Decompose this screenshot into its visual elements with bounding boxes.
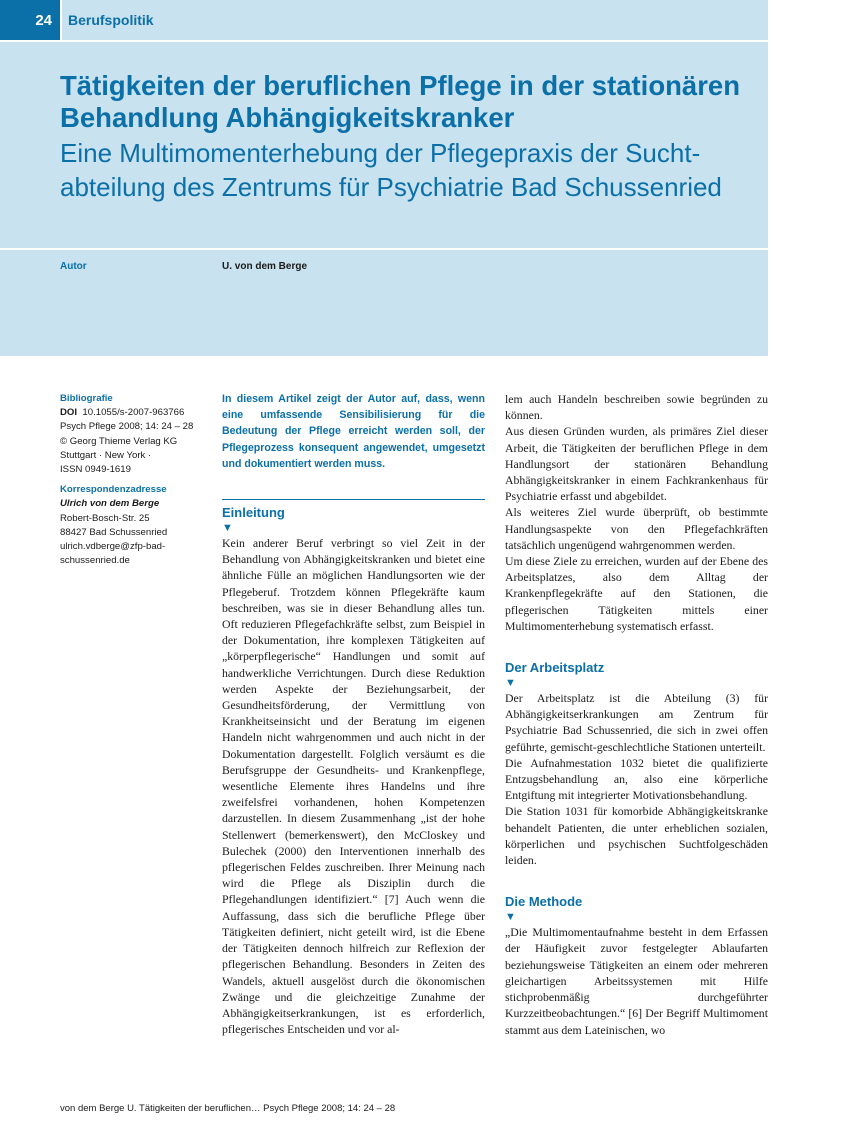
methode-text: „Die Multimomentaufnahme besteht in dem Erfassen der Häufigkeit zuvor festgelegter Ablaufarten beziehungsweise Tätigkeiten an einem oder mehreren gleichartigen Arbeitssystemen mit Hilfe stichprobenmäßig durchgeführter Kurzzeitbeobachtungen.“ [6] Der Begriff Multimoment stammt aus dem Lateinischen, wo xyxy=(505,925,768,1037)
issn-line: ISSN 0949-1619 xyxy=(60,464,131,476)
triangle-down-icon: ▼ xyxy=(505,911,516,924)
paragraph: lem auch Handeln beschreiben sowie begründen zu können. xyxy=(505,392,768,423)
author-label: Autor xyxy=(60,261,87,272)
publisher-place: Stuttgart · New York · xyxy=(60,449,152,461)
paragraph: Um diese Ziele zu erreichen, wurden auf der Ebene des Arbeitsplatzes, also dem Alltag der Krankenpflegekräfte auf den Stationen, die pflegerischen Tätigkeiten mittels einer Multimomenterhebung systematisch erfasst. xyxy=(505,554,768,633)
bibliography-sidebar xyxy=(60,392,210,568)
heading-einleitung: Einleitung xyxy=(222,505,285,521)
section-label: Berufspolitik xyxy=(62,0,768,40)
bibliografie-label: Bibliografie xyxy=(60,393,113,404)
paragraph: Die Aufnahmestation 1032 bietet die qualifizierte Entzugsbehandlung an, also eine körperliche Entgiftung mit integrierter Motivationsbehandlung. xyxy=(505,755,768,803)
heading-methode: Die Methode xyxy=(505,894,583,910)
paragraph: Der Arbeitsplatz ist die Abteilung (3) für Abhängigkeitserkrankungen am Zentrum für Psychiatrie Bad Schussenried, die sich in zwei offen geführte, gemischt-geschlechtliche Stationen unterteilt. xyxy=(505,691,768,754)
correspondence-city: 88427 Bad Schussenried xyxy=(60,526,168,538)
paragraph: Die Station 1031 für komorbide Abhängigkeitskranke behandelt Patienten, die unter erheblichen sozialen, körperlichen und psychischen Suchtfolgeschäden leiden. xyxy=(505,804,768,868)
page-number: 24 xyxy=(0,0,60,40)
abstract: In diesem Artikel zeigt der Autor auf, dass, wenn eine umfassende Sensibilisierung für die Bedeutung der Pflege erreicht werden soll, der Pflegeprozess konsequent angewendet, umgesetzt und dokumentiert werden muss. xyxy=(222,393,485,470)
author-name: U. von dem Berge xyxy=(222,261,308,272)
doi-value: 10.1055/s-2007-963766 xyxy=(82,407,185,419)
article-title: Tätigkeiten der beruflichen Pflege in der stationären Behandlung Abhängigkeitskranker xyxy=(60,70,741,133)
page-footer: von dem Berge U. Tätigkeiten der beruflichen… Psych Pflege 2008; 14: 24 – 28 xyxy=(60,1103,396,1114)
correspondence-name: Ulrich von dem Berge xyxy=(60,498,160,510)
article-subtitle: Eine Multimomenterhebung der Pflegepraxis der Sucht-abteilung des Zentrums für Psychiatrie Bad Schussenried xyxy=(60,138,722,202)
heading-arbeitsplatz: Der Arbeitsplatz xyxy=(505,660,605,676)
correspondence-label: Korrespondenzadresse xyxy=(60,484,167,496)
einleitung-text: Kein anderer Beruf verbringt so viel Zeit in der Behandlung von Abhängigkeitskranken und bietet eine ähnliche Fülle an möglichen Handlungsorten wie der Pflegeberuf. Trotzdem können Pflegekräfte kaum beschreiben, was sie in dieser Behandlung alles tun. Oft reduzieren Pflegefachkräfte selbst, zum Beispiel in der Dokumentation, ihre komplexen Tätigkeiten auf „körperpflegerische“ Handlungen und somit auf handwerkliche Verrichtungen. Durch diese Reduktion werden Aspekte der Beziehungsarbeit, der Gesundheitsförderung, der Vermittlung von Krankheitseinsicht und der Beratung im eigenen Handeln nicht wahrgenommen und auch nicht in der Dokumentation dargestellt. Folglich versäumt es die Berufsgruppe der Gesundheits- und Krankenpflege, wesentliche Elemente ihres Handelns und ihre zweifelsfrei vorhandenen, hohen Kompetenzen darzustellen. In diesem Zusammenhang „ist der hohe Stellenwert (bemerkenswert), den McCloskey und Bulechek (2000) den Interventionen innerhalb des pflegerischen Feldes zuschreiben. Ihrer Meinung nach wird die Pflege als Disziplin durch die Pflegehandlungen identifiziert.“ [7] Auch wenn die Auffassung, dass sich die berufliche Pflege über Tätigkeiten definiert, nicht geteilt wird, ist die Ebene der Tätigkeiten dennoch hilfreich zur Reflexion der pflegerischen Behandlung. Besonders in Zeiten des Wandels, aktuell ausgelöst durch die ökonomischen Zwänge und die gleichzeitige Zunahme der Abhängigkeitserkrankungen, ist es erforderlich, pflegerisches Entscheiden und vor al- xyxy=(222,536,485,1037)
doi-label: DOI xyxy=(60,407,78,419)
title-band xyxy=(0,42,768,248)
triangle-down-icon: ▼ xyxy=(505,677,516,690)
paragraph: Aus diesen Gründen wurden, als primäres Ziel dieser Arbeit, die Tätigkeiten der beruflichen Pflege in dem Handlungsort der stationären Behandlung Abhängigkeitskranker in einem Fachkrankenhaus für Psychiatrie erfasst und abgebildet. xyxy=(505,424,768,504)
correspondence-email-line-1: ulrich.vdberge@zfp-bad- xyxy=(60,541,166,553)
paragraph: Als weiteres Ziel wurde überprüft, ob bestimmte Handlungsaspekte von den Pflegefachkräften tatsächlich ungenügend wahrgenommen werden. xyxy=(505,505,768,552)
correspondence-email-line-2: schussenried.de xyxy=(60,555,130,567)
column-middle xyxy=(222,391,485,1037)
doi-line xyxy=(60,406,210,420)
running-header xyxy=(0,0,768,40)
column-right xyxy=(505,391,768,1038)
copyright-line: © Georg Thieme Verlag KG xyxy=(60,435,178,447)
triangle-down-icon: ▼ xyxy=(222,522,233,535)
correspondence-street: Robert-Bosch-Str. 25 xyxy=(60,512,150,524)
journal-citation: Psych Pflege 2008; 14: 24 – 28 xyxy=(60,421,194,433)
author-band xyxy=(0,250,768,356)
section-divider xyxy=(222,499,485,500)
